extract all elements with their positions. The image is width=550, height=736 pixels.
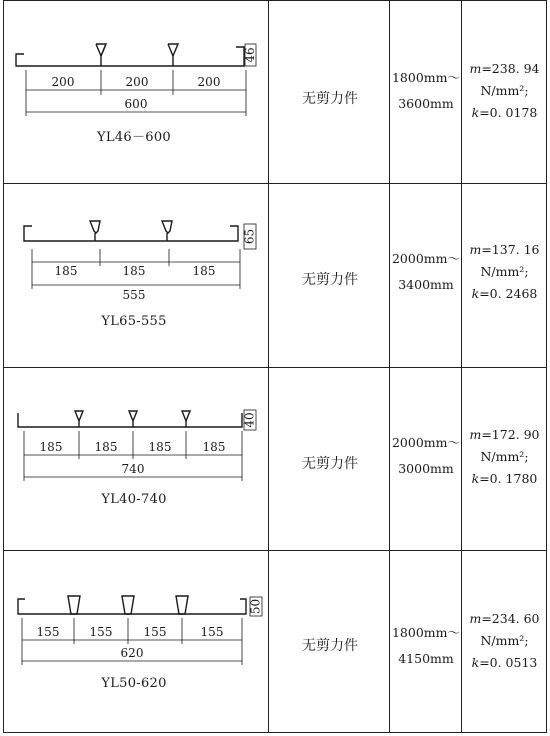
total-label: 740 [121,462,145,476]
rib [75,411,83,421]
model-caption: YL65-555 [101,314,167,329]
rib [129,411,137,421]
shear-connector-text: 无剪力件 [302,91,358,107]
total-label: 620 [120,646,144,660]
segment-label: 185 [122,264,146,278]
segment-label: 185 [148,440,172,454]
unit-line: N/mm²; [480,633,529,648]
rib [122,596,134,614]
table-row [0,183,550,367]
span-range [390,620,462,672]
span-min: 2000mm～ [391,435,461,450]
deck-profile-svg [4,0,268,183]
m-value-line: m=234. 60 [469,611,540,626]
segment-label: 185 [192,264,216,278]
m-value-line: m=172. 90 [469,427,540,442]
span-range [390,65,462,117]
segment-label: 155 [143,625,167,639]
total-label: 555 [122,288,146,302]
deck-profile-svg [4,550,268,733]
rib [162,221,172,233]
segment-label: 185 [202,440,226,454]
segment-label: 200 [197,75,221,89]
segment-label: 200 [125,75,149,89]
span-max: 4150mm [398,651,454,666]
table-row [0,367,550,550]
span-range [390,246,462,298]
unit-line: N/mm²; [480,449,529,464]
unit-line: N/mm²; [480,83,529,98]
k-value-line: k=0. 2468 [471,286,538,301]
segment-label: 185 [54,264,78,278]
segment-label: 200 [51,75,75,89]
rib [176,596,188,614]
parameter-block [462,608,547,674]
m-value-line: m=238. 94 [469,61,540,76]
table-row [0,0,550,183]
deck-profile-svg [4,367,268,550]
span-min: 2000mm～ [391,251,461,266]
deck-profile-line [24,226,238,241]
parameter-block [462,239,547,305]
deck-profile-svg [4,183,268,367]
rib [90,221,100,233]
segment-label: 185 [94,440,118,454]
table-row [0,550,550,733]
span-range [390,430,462,482]
k-value-line: k=0. 0513 [471,655,538,670]
model-caption: YL50-620 [101,676,167,691]
span-max: 3600mm [398,96,454,111]
height-label: 40 [242,412,257,428]
height-label: 50 [248,598,263,615]
model-caption: YL40-740 [101,492,167,507]
k-value-line: k=0. 1780 [471,471,538,486]
span-min: 1800mm～ [391,625,461,640]
rib [182,411,190,421]
segment-label: 155 [36,625,60,639]
shear-connector-text: 无剪力件 [302,638,358,654]
segment-label: 185 [39,440,63,454]
parameter-block [462,424,547,490]
parameter-block [462,58,547,124]
segment-label: 155 [200,625,224,639]
span-max: 3000mm [398,461,454,476]
k-value-line: k=0. 0178 [471,105,538,120]
segment-label: 155 [89,625,113,639]
shear-connector-text: 无剪力件 [302,456,358,472]
model-caption: YL46－600 [97,130,171,145]
height-label: 65 [242,228,257,245]
height-label: 46 [243,47,257,63]
total-label: 600 [124,97,148,111]
span-min: 1800mm～ [391,70,461,85]
rib [68,596,80,614]
deck-profile-line [16,47,244,66]
m-value-line: m=137. 16 [469,242,540,257]
shear-connector-text: 无剪力件 [302,272,358,288]
unit-line: N/mm²; [480,264,529,279]
span-max: 3400mm [398,277,454,292]
